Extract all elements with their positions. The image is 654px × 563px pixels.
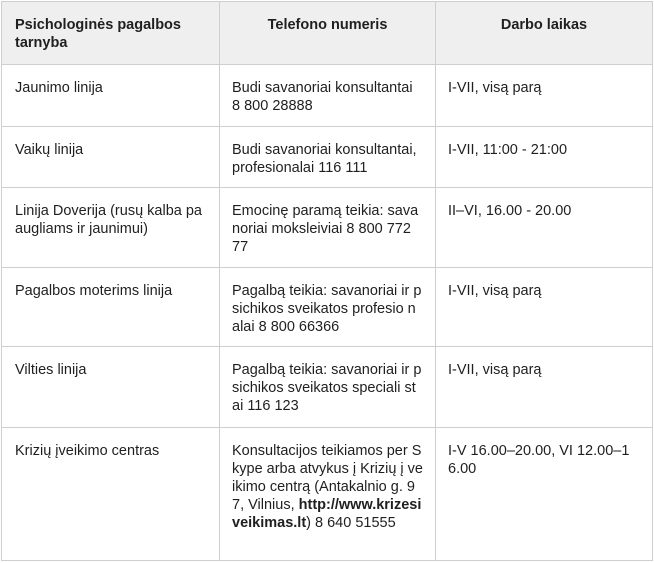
cell-hours xyxy=(436,268,653,347)
cell-service xyxy=(2,268,220,347)
phone-info xyxy=(220,428,435,532)
working-hours: I-VII, visą parą xyxy=(448,362,542,378)
phone-info: Pagalbą teikia: savanoriai ir psichikos sveikatos speciali stai 116 123 xyxy=(232,362,422,414)
working-hours: II–VI, 16.00 - 20.00 xyxy=(448,203,572,219)
phone-info-text: Konsultacijos teikiamos per Skype arba atvykus į Krizių į veikimo centrą (Antakalnio g. 97, Vilnius, xyxy=(232,443,423,513)
table-row xyxy=(2,268,653,347)
table-row xyxy=(2,347,653,428)
cell-service xyxy=(2,65,220,127)
working-hours: I-VII, visą parą xyxy=(448,80,542,96)
cell-phone xyxy=(220,268,436,347)
website-link[interactable]: http://www.krizesiveikimas.lt xyxy=(232,497,422,531)
cell-phone xyxy=(220,188,436,268)
cell-service xyxy=(2,188,220,268)
cell-phone xyxy=(220,127,436,188)
table-row xyxy=(2,188,653,268)
cell-hours xyxy=(436,127,653,188)
cell-phone xyxy=(220,65,436,127)
service-name: Jaunimo linija xyxy=(15,80,103,96)
working-hours: I-V 16.00–20.00, VI 12.00–16.00 xyxy=(448,443,630,477)
table-row xyxy=(2,428,653,561)
cell-phone xyxy=(220,428,436,561)
service-name: Pagalbos moterims linija xyxy=(15,283,173,299)
header-phone-label: Telefono numeris xyxy=(267,17,388,33)
cell-service xyxy=(2,127,220,188)
table-row xyxy=(2,127,653,188)
working-hours: I-VII, visą parą xyxy=(448,283,542,299)
phone-info: Emocinę paramą teikia: sava noriai moksleiviai 8 800 772 77 xyxy=(232,203,419,255)
cell-service xyxy=(2,347,220,428)
service-name: Vilties linija xyxy=(15,362,87,378)
phone-info: Budi savanoriai konsultantai, profesionalai 116 111 xyxy=(232,142,417,176)
phone-info-tail: ) 8 640 51555 xyxy=(306,515,396,531)
header-service-label: Psichologinės pagalbos tarnyba xyxy=(15,17,181,51)
cell-hours xyxy=(436,347,653,428)
phone-info: Pagalbą teikia: savanoriai ir psichikos sveikatos profesio nalai 8 800 66366 xyxy=(232,283,422,335)
table-row xyxy=(2,65,653,127)
cell-service xyxy=(2,428,220,561)
cell-hours xyxy=(436,428,653,561)
table-header-row xyxy=(2,2,653,65)
cell-phone xyxy=(220,347,436,428)
header-phone xyxy=(220,2,436,65)
working-hours: I-VII, 11:00 - 21:00 xyxy=(448,142,568,158)
service-name: Linija Doverija (rusų kalba pa augliams ir jaunimui) xyxy=(15,203,202,237)
header-service xyxy=(2,2,220,65)
service-name: Vaikų linija xyxy=(15,142,84,158)
header-hours-label: Darbo laikas xyxy=(500,17,588,33)
cell-hours xyxy=(436,188,653,268)
service-name: Krizių įveikimo centras xyxy=(15,443,160,459)
helplines-table xyxy=(1,1,653,561)
cell-hours xyxy=(436,65,653,127)
header-hours xyxy=(436,2,653,65)
phone-info: Budi savanoriai konsultantai 8 800 28888 xyxy=(232,80,413,114)
